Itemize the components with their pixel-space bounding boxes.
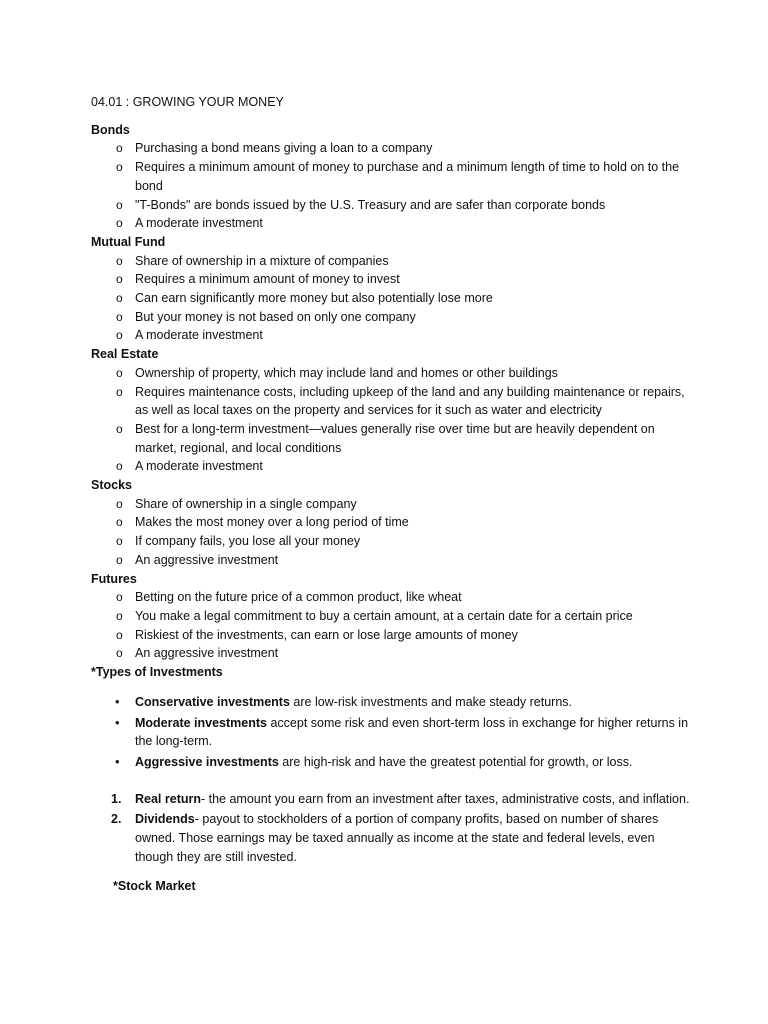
section-heading: Real Estate — [91, 347, 159, 362]
list-item — [91, 513, 691, 532]
definition-item — [91, 810, 691, 866]
investment-type-text: accept some risk and even short-term loss in exchange for higher returns in the long-term. — [135, 715, 689, 749]
investment-type-term: Conservative investments — [135, 694, 290, 709]
circle-bullet-icon: o — [116, 459, 123, 474]
list-item-text: A moderate investment — [135, 328, 263, 343]
list-item-text: Requires a minimum amount of money to purchase and a minimum length of time to hold on to the bond — [135, 160, 680, 193]
list-item-text: Share of ownership in a single company — [135, 496, 357, 511]
circle-bullet-icon: o — [116, 608, 123, 623]
list-item — [91, 196, 691, 215]
list-item-text: Requires a minimum amount of money to invest — [135, 272, 400, 287]
definition-item — [91, 790, 691, 809]
circle-bullet-icon: o — [116, 590, 123, 605]
circle-bullet-icon: o — [116, 291, 123, 306]
section-futures — [91, 570, 691, 664]
circle-bullet-icon: o — [116, 515, 123, 530]
list-item-text: A moderate investment — [135, 216, 263, 231]
list-item-text: Purchasing a bond means giving a loan to a company — [135, 141, 433, 156]
section-bonds — [91, 121, 691, 233]
list-item — [91, 626, 691, 645]
section-stocks — [91, 476, 691, 570]
circle-bullet-icon: o — [116, 141, 123, 156]
circle-bullet-icon: o — [116, 328, 123, 343]
list-item — [91, 532, 691, 551]
circle-bullet-icon: o — [116, 627, 123, 642]
section-item-list — [91, 588, 691, 663]
list-item — [91, 158, 691, 195]
circle-bullet-icon: o — [116, 384, 123, 399]
section-real-estate — [91, 345, 691, 476]
list-item — [91, 364, 691, 383]
list-item-text: Ownership of property, which may include land and homes or other buildings — [135, 365, 558, 380]
definitions-list — [91, 790, 691, 867]
list-item — [91, 270, 691, 289]
investment-type-item — [91, 714, 691, 751]
bullet-dot-icon: • — [115, 753, 120, 769]
investment-type-term: Moderate investments — [135, 715, 267, 730]
circle-bullet-icon: o — [116, 534, 123, 549]
section-mutual-fund — [91, 233, 691, 345]
list-item-text: Makes the most money over a long period of time — [135, 515, 409, 530]
list-item — [91, 289, 691, 308]
circle-bullet-icon: o — [116, 646, 123, 661]
investment-type-item — [91, 693, 691, 712]
bullet-dot-icon: • — [115, 714, 120, 730]
document-content — [91, 93, 691, 896]
circle-bullet-icon: o — [116, 421, 123, 436]
investment-type-item — [91, 753, 691, 772]
circle-bullet-icon: o — [116, 216, 123, 231]
list-item-text: You make a legal commitment to buy a certain amount, at a certain date for a certain price — [135, 608, 633, 623]
list-item — [91, 644, 691, 663]
definition-number: 2. — [111, 812, 122, 827]
section-heading: Bonds — [91, 122, 130, 137]
list-item — [91, 457, 691, 476]
circle-bullet-icon: o — [116, 253, 123, 268]
list-item — [91, 607, 691, 626]
section-item-list — [91, 364, 691, 476]
section-heading: Futures — [91, 571, 137, 586]
list-item — [91, 308, 691, 327]
list-item — [91, 588, 691, 607]
list-item — [91, 420, 691, 457]
list-item — [91, 252, 691, 271]
circle-bullet-icon: o — [116, 197, 123, 212]
definition-number: 1. — [111, 791, 122, 806]
list-item — [91, 139, 691, 158]
definition-text: - payout to stockholders of a portion of company profits, based on number of shares owned. Those earnings may be taxed annually as income at the state and federal levels, even though they are still invested. — [135, 812, 659, 864]
section-item-list — [91, 252, 691, 346]
list-item — [91, 214, 691, 233]
list-item-text: Riskiest of the investments, can earn or lose large amounts of money — [135, 627, 518, 642]
list-item-text: "T-Bonds" are bonds issued by the U.S. Treasury and are safer than corporate bonds — [135, 197, 606, 212]
list-item-text: An aggressive investment — [135, 552, 279, 567]
list-item-text: Best for a long-term investment—values generally rise over time but are heavily dependent on market, regional, and local conditions — [135, 421, 655, 455]
investment-type-text: are low-risk investments and make steady returns. — [289, 694, 572, 709]
list-item — [91, 326, 691, 345]
list-item-text: Betting on the future price of a common product, like wheat — [135, 590, 462, 605]
stock-market-heading: *Stock Market — [113, 879, 196, 894]
page-title: 04.01 : GROWING YOUR MONEY — [91, 95, 284, 109]
types-heading: *Types of Investments — [91, 665, 223, 680]
circle-bullet-icon: o — [116, 309, 123, 324]
investment-type-text: are high-risk and have the greatest potential for growth, or loss. — [278, 754, 633, 769]
list-item — [91, 551, 691, 570]
list-item — [91, 383, 691, 420]
section-heading: Stocks — [91, 478, 132, 493]
definition-term: Real return — [135, 791, 201, 806]
list-item-text: Share of ownership in a mixture of companies — [135, 253, 389, 268]
section-item-list — [91, 139, 691, 233]
investment-sections — [91, 121, 691, 663]
section-heading: Mutual Fund — [91, 234, 166, 249]
investment-type-term: Aggressive investments — [135, 754, 279, 769]
circle-bullet-icon: o — [116, 496, 123, 511]
circle-bullet-icon: o — [116, 365, 123, 380]
definition-term: Dividends — [135, 812, 195, 827]
list-item-text: A moderate investment — [135, 459, 263, 474]
bullet-dot-icon: • — [115, 693, 120, 709]
circle-bullet-icon: o — [116, 160, 123, 175]
list-item-text: An aggressive investment — [135, 646, 279, 661]
circle-bullet-icon: o — [116, 272, 123, 287]
list-item-text: But your money is not based on only one company — [135, 309, 416, 324]
list-item-text: Can earn significantly more money but also potentially lose more — [135, 291, 493, 306]
list-item-text: Requires maintenance costs, including upkeep of the land and any building maintenance or repairs, as well as local taxes on the property and services for it such as water and electricity — [135, 384, 685, 418]
section-item-list — [91, 495, 691, 570]
circle-bullet-icon: o — [116, 552, 123, 567]
definition-text: - the amount you earn from an investment after taxes, administrative costs, and inflation. — [201, 791, 690, 806]
investment-types-list — [91, 693, 691, 772]
list-item-text: If company fails, you lose all your money — [135, 534, 361, 549]
list-item — [91, 495, 691, 514]
